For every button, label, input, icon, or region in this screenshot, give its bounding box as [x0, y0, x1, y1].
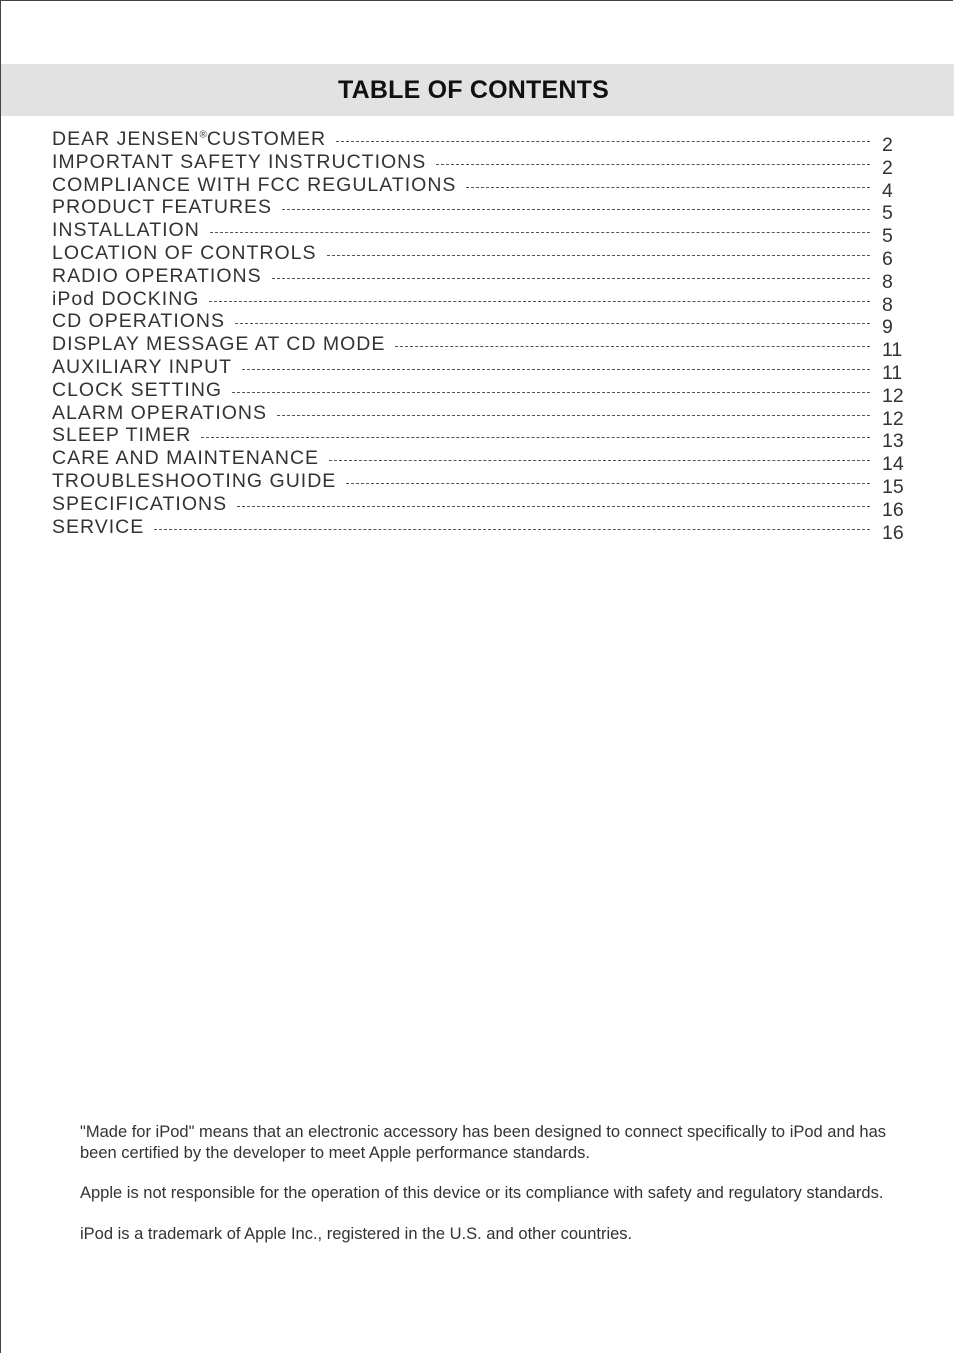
toc-page-number: 8 — [882, 270, 893, 293]
toc-page-number: 8 — [882, 293, 893, 316]
toc-leader — [201, 437, 870, 438]
toc-entry-label: CLOCK SETTING — [52, 378, 223, 401]
toc-leader — [232, 392, 870, 393]
made-for-ipod-note: "Made for iPod" means that an electronic accessory has been designed to connect specifically to iPod and has been certified by the developer to meet Apple performance standards. — [80, 1123, 887, 1162]
page-title: TABLE OF CONTENTS — [338, 75, 609, 104]
toc-entry-label: SPECIFICATIONS — [52, 492, 228, 515]
toc-leader — [242, 369, 870, 370]
toc-entry-location-of-controls[interactable] — [52, 241, 912, 270]
trademark-note: iPod is a trademark of Apple Inc., registered in the U.S. and other countries. — [80, 1224, 633, 1243]
toc-entry-label: SERVICE — [52, 515, 145, 538]
toc-leader — [235, 323, 870, 324]
toc-entry-label: PRODUCT FEATURES — [52, 196, 273, 219]
toc-entry-radio-operations[interactable] — [52, 264, 912, 293]
toc-page-number: 6 — [882, 247, 893, 270]
toc-page-number: 15 — [882, 475, 904, 498]
toc-leader — [327, 255, 871, 256]
toc-entry-auxiliary-input[interactable] — [52, 355, 912, 384]
toc-entry-installation[interactable] — [52, 219, 912, 248]
title-bar — [1, 64, 954, 116]
registered-mark: ® — [199, 129, 207, 141]
toc-entry-cd-operations[interactable] — [52, 310, 912, 339]
toc-leader — [336, 141, 870, 142]
toc-entry-label: ALARM OPERATIONS — [52, 401, 268, 424]
toc-entry-label: INSTALLATION — [52, 219, 200, 242]
toc-page-number: 12 — [882, 384, 904, 407]
toc-entry-label: COMPLIANCE WITH FCC REGULATIONS — [52, 173, 457, 196]
toc-page-number: 14 — [882, 453, 904, 476]
toc-entry-specifications[interactable] — [52, 492, 912, 521]
toc-leader — [209, 301, 870, 302]
toc-page-number: 2 — [882, 156, 893, 179]
toc-leader — [329, 460, 870, 461]
toc-entry-ipod-docking[interactable] — [52, 287, 912, 316]
toc-entry-alarm-operations[interactable] — [52, 401, 912, 430]
toc-page-number: 11 — [882, 339, 903, 362]
toc-entry-label: RADIO OPERATIONS — [52, 264, 262, 287]
toc-page-number: 5 — [882, 202, 893, 225]
toc-page-number: 16 — [882, 498, 904, 521]
toc-page-number: 11 — [882, 361, 903, 384]
toc-entry-troubleshooting-guide[interactable] — [52, 469, 912, 498]
toc-page-number: 9 — [882, 316, 893, 339]
toc-entry-label: CARE AND MAINTENANCE — [52, 447, 320, 470]
toc-entry-label: AUXILIARY INPUT — [52, 355, 233, 378]
toc-entry-sleep-timer[interactable] — [52, 424, 912, 453]
toc-leader — [466, 187, 870, 188]
toc-entry-product-features[interactable] — [52, 196, 912, 225]
toc-leader — [210, 232, 870, 233]
toc-entry-clock-setting[interactable] — [52, 378, 912, 407]
toc-entry-label: SLEEP TIMER — [52, 424, 192, 447]
toc-entry-label: LOCATION OF CONTROLS — [52, 241, 317, 264]
toc-entry-service[interactable] — [52, 515, 912, 544]
toc-entry-dear-jensen-customer[interactable] — [52, 128, 912, 156]
apple-responsibility-note: Apple is not responsible for the operation of this device or its compliance with safety and regulatory standards. — [80, 1184, 884, 1202]
toc-page-number: 13 — [882, 430, 904, 453]
toc-leader — [395, 346, 870, 347]
toc-leader — [237, 506, 870, 507]
toc-page-number: 4 — [882, 179, 893, 202]
toc-entry-label: DEAR JENSEN®CUSTOMER — [52, 128, 327, 150]
toc-entry-label: DISPLAY MESSAGE AT CD MODE — [52, 333, 386, 356]
toc-leader — [282, 209, 870, 210]
toc-leader — [346, 483, 870, 484]
toc-page-number: 5 — [882, 225, 893, 248]
table-of-contents — [52, 128, 912, 544]
toc-leader — [436, 164, 870, 165]
toc-entry-display-message-at-cd-mode[interactable] — [52, 333, 912, 362]
toc-entry-important-safety-instructions[interactable] — [52, 150, 912, 179]
toc-entry-label: IMPORTANT SAFETY INSTRUCTIONS — [52, 150, 427, 173]
toc-entry-compliance-with-fcc-regulations[interactable] — [52, 173, 912, 202]
toc-leader — [277, 415, 870, 416]
legal-notes — [80, 1122, 900, 1264]
toc-entry-label: iPod DOCKING — [52, 287, 200, 310]
toc-page-number: 12 — [882, 407, 904, 430]
toc-leader — [154, 529, 870, 530]
toc-page-number: 2 — [882, 134, 893, 156]
toc-entry-care-and-maintenance[interactable] — [52, 447, 912, 476]
toc-leader — [272, 278, 870, 279]
toc-page-number: 16 — [882, 521, 904, 544]
toc-entry-label: TROUBLESHOOTING GUIDE — [52, 469, 337, 492]
toc-entry-label: CD OPERATIONS — [52, 310, 225, 333]
